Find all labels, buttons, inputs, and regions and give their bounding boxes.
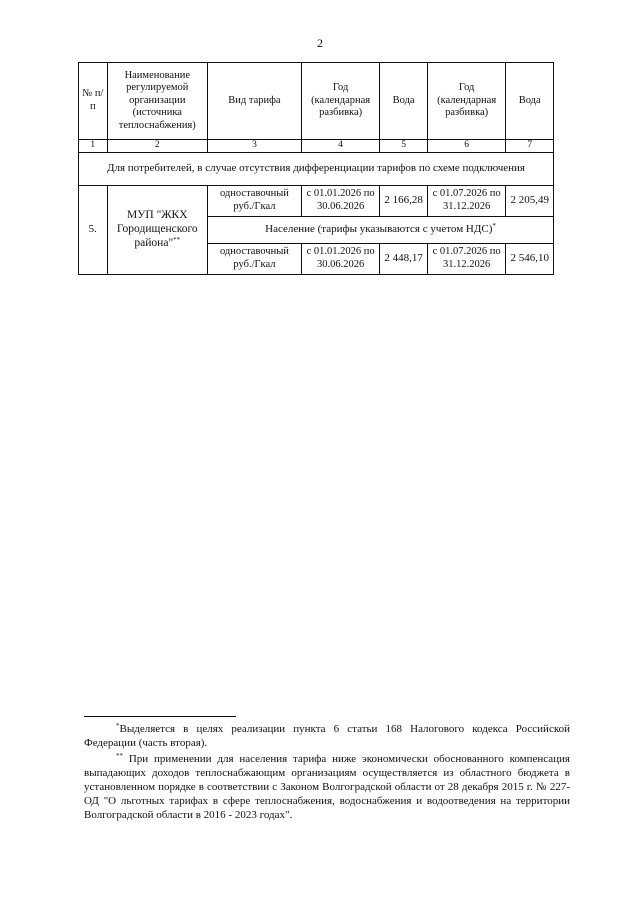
column-index: 4	[301, 140, 379, 153]
footnote-mark: **	[116, 752, 123, 760]
page-number: 2	[317, 36, 323, 50]
organization-name: МУП "ЖКХ Городищенского района"	[116, 209, 198, 249]
footnote	[84, 752, 570, 822]
column-index: 5	[380, 140, 428, 153]
column-index: 7	[506, 140, 554, 153]
section-population-cell	[208, 217, 554, 244]
footnote-text: При применении для населения тарифа ниже экономически обоснованного компенсация выпадающих доходов теплоснабжающим организациям осуществляется из областного бюджета в установленном порядке в соответствии с Законом Волгоградской области от 28 декабря 2015 г. № 227-ОД "О льготных тарифах в сфере теплоснабжения, водоснабжения и водоотведения на территории Волгоградской области в 2016 - 2023 годах".	[84, 753, 570, 821]
tariff-type: одноставочный руб./Гкал	[208, 186, 302, 217]
period-1: с 01.01.2026 по 30.06.2026	[301, 244, 379, 275]
header-org: Наименование регулируемой организации (источника теплоснабжения)	[107, 63, 207, 140]
section-consumers-label: Для потребителей, в случае отсутствия дифференциации тарифов по схеме подключения	[79, 153, 554, 186]
tariff-type: одноставочный руб./Гкал	[208, 244, 302, 275]
water-value-1: 2 448,17	[380, 244, 428, 275]
water-value-1: 2 166,28	[380, 186, 428, 217]
period-1: с 01.01.2026 по 30.06.2026	[301, 186, 379, 217]
header-year-1: Год (календарная разбивка)	[301, 63, 379, 140]
column-index: 2	[107, 140, 207, 153]
organization-footnote-mark: **	[173, 235, 181, 244]
column-index: 6	[427, 140, 505, 153]
column-index: 1	[79, 140, 108, 153]
section-population-label: Население (тарифы указываются с учетом НДС)	[265, 223, 493, 236]
header-tariff-type: Вид тарифа	[208, 63, 302, 140]
header-water-2: Вода	[506, 63, 554, 140]
header-water-1: Вода	[380, 63, 428, 140]
period-2: с 01.07.2026 по 31.12.2026	[427, 244, 505, 275]
water-value-2: 2 546,10	[506, 244, 554, 275]
water-value-2: 2 205,49	[506, 186, 554, 217]
column-index-row	[79, 140, 554, 153]
table-header-row	[79, 63, 554, 140]
section-row-consumers	[79, 153, 554, 186]
population-footnote-mark: *	[492, 222, 496, 231]
footnote	[84, 722, 570, 750]
period-2: с 01.07.2026 по 31.12.2026	[427, 186, 505, 217]
header-year-2: Год (календарная разбивка)	[427, 63, 505, 140]
footnote-divider	[84, 716, 236, 717]
table-row	[79, 186, 554, 217]
column-index: 3	[208, 140, 302, 153]
organization-cell	[107, 186, 207, 275]
footnotes	[84, 722, 570, 824]
row-number: 5.	[79, 186, 108, 275]
tariff-table	[78, 62, 554, 275]
header-num: № п/п	[79, 63, 108, 140]
footnote-text: Выделяется в целях реализации пункта 6 статьи 168 Налогового кодекса Российской Федерации (часть вторая).	[84, 723, 570, 749]
footnote-mark: *	[116, 722, 120, 730]
